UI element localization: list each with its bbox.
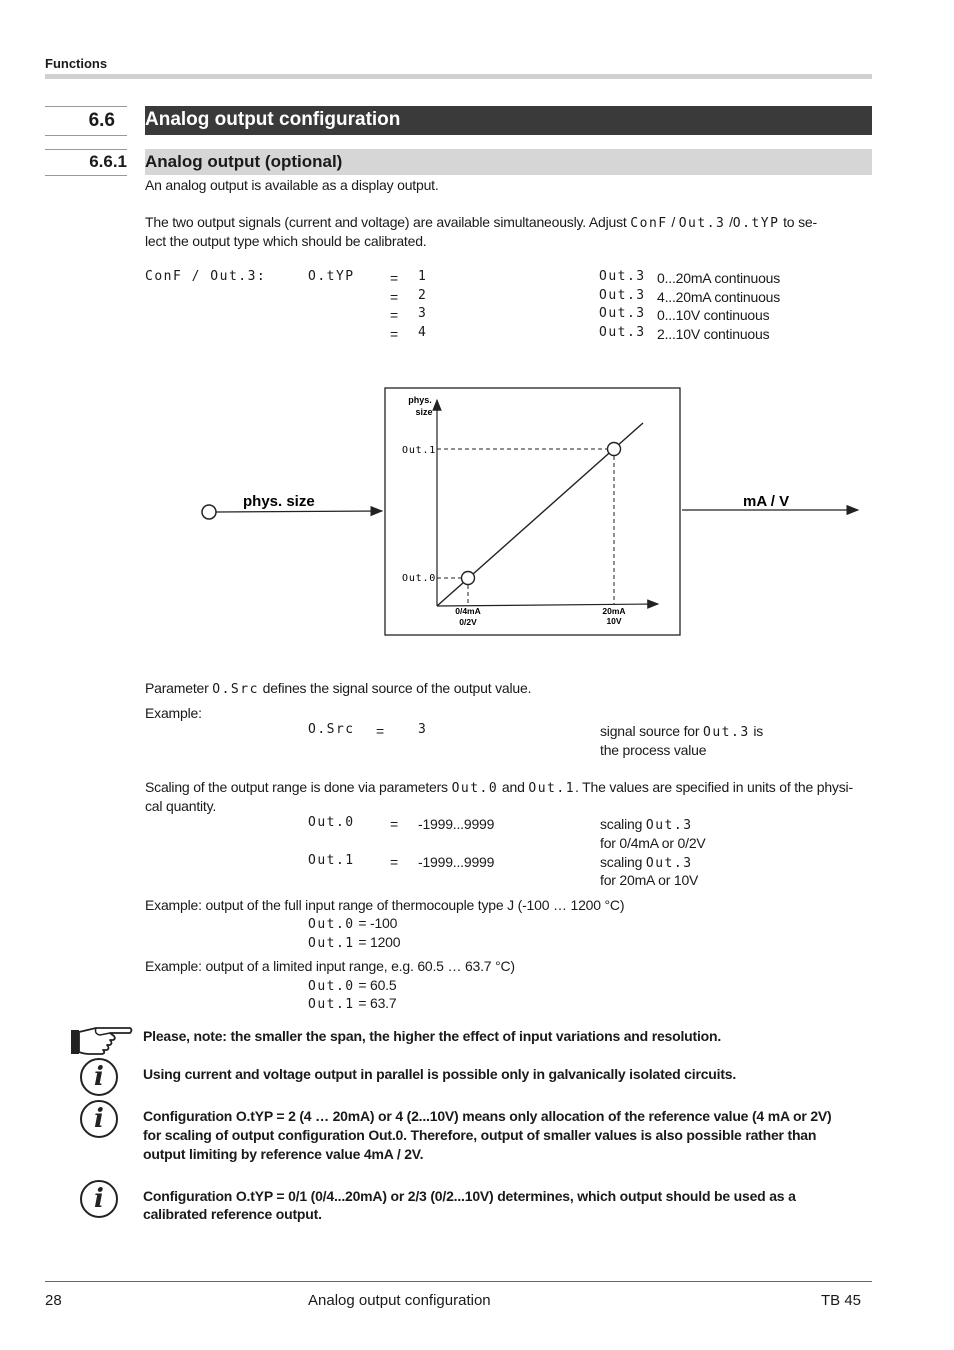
note-4-line-1: Configuration O.tYP = 0/1 (0/4...20mA) or 2/3 (0/2...10V) determines, which output should be used as a (143, 1188, 796, 1204)
point-out0 (462, 572, 475, 585)
scaling-desc (600, 815, 693, 835)
example2-text: Example: output of a limited input range, e.g. 60.5 … 63.7 °C) (145, 958, 515, 974)
info-icon (80, 1100, 118, 1138)
running-header: Functions (45, 56, 108, 71)
param-out1: Out.1 (308, 936, 355, 951)
osrc-desc-text: is (753, 723, 764, 739)
info-icon (80, 1058, 118, 1096)
osrc-desc-2: the process value (600, 742, 707, 758)
osrc-desc-text: signal source for (600, 723, 700, 739)
scaling-range: -1999...9999 (418, 816, 495, 832)
example1-row-0 (308, 914, 397, 934)
input-label: phys. size (243, 493, 315, 510)
y-axis-label-1: phys. (408, 395, 432, 405)
note-1: Please, note: the smaller the span, the higher the effect of input variations and resolution. (143, 1028, 722, 1044)
footer-rule (45, 1281, 872, 1282)
example-value: = 1200 (358, 934, 401, 950)
otyp-desc: 0...20mA continuous (657, 270, 781, 286)
osrc-line (145, 679, 531, 699)
param-out3: Out.3 (645, 856, 693, 871)
param-out1: Out.1 (528, 781, 576, 796)
note-4-line-2: calibrated reference output. (143, 1206, 322, 1222)
section-number-box (45, 106, 127, 136)
example-value: = -100 (358, 915, 398, 931)
output-label: mA / V (743, 493, 790, 510)
scaling-text: and (501, 779, 525, 795)
scaling-range: -1999...9999 (418, 854, 495, 870)
pointing-hand-icon (70, 1022, 134, 1058)
param-out0: Out.0 (451, 781, 499, 796)
osrc-value: 3 (418, 722, 428, 737)
input-arrow (216, 511, 382, 512)
x-label-low-1: 0/4mA (455, 606, 481, 616)
eq: = (390, 854, 398, 870)
footer-doc: TB 45 (821, 1292, 862, 1309)
note-3-line-2: for scaling of output configuration Out.0. Therefore, output of smaller values is also possible rather than (143, 1127, 817, 1143)
example-value: = 63.7 (358, 995, 397, 1011)
note-3-line-3: output limiting by reference value 4mA / 2V. (143, 1146, 424, 1162)
otyp-desc: 2...10V continuous (657, 326, 770, 342)
scaling-desc (600, 853, 693, 873)
subsection-title: Analog output (optional) (145, 152, 343, 171)
otyp-out: Out.3 (599, 269, 646, 284)
osrc-desc-1 (600, 722, 763, 742)
param-otyp: O.tYP (732, 216, 780, 231)
scaling-desc-text: scaling (600, 816, 643, 832)
scaling-text: Scaling of the output range is done via parameters (145, 779, 448, 795)
param-conf: ConF (630, 216, 668, 231)
note-3-line-1: Configuration O.tYP = 2 (4 … 20mA) or 4 (2...10V) means only allocation of the reference value (4 mA or 2V) (143, 1108, 832, 1124)
eq: = (390, 326, 398, 342)
otyp-out: Out.3 (599, 288, 646, 303)
scaling-diagram (190, 380, 870, 645)
scaling-param: Out.1 (308, 853, 355, 868)
scaling-text: . The values are specified in units of the physi- (575, 779, 853, 795)
scaling-desc-2: for 20mA or 10V (600, 872, 699, 888)
param-osrc: O.Src (212, 682, 259, 697)
eq: = (376, 723, 384, 739)
input-terminal (202, 505, 216, 519)
transfer-box (385, 388, 680, 635)
param-out3: Out.3 (703, 725, 750, 740)
slash: / (729, 214, 733, 230)
intro-text: The two output signals (current and voltage) are available simultaneously. Adjust (145, 214, 627, 230)
info-glyph: i (94, 1104, 104, 1134)
otyp-out: Out.3 (599, 325, 646, 340)
eq: = (390, 307, 398, 323)
out0-label: Out.0 (402, 573, 437, 584)
intro-line-2 (145, 213, 817, 233)
otyp-desc: 0...10V continuous (657, 307, 770, 323)
eq: = (390, 289, 398, 305)
out1-label: Out.1 (402, 445, 437, 456)
otyp-param: O.tYP (308, 269, 355, 284)
param-out3: Out.3 (678, 216, 726, 231)
otyp-value: 1 (418, 269, 428, 284)
x-label-high-2: 10V (606, 616, 622, 626)
otyp-value: 4 (418, 325, 428, 340)
otyp-value: 2 (418, 288, 428, 303)
scaling-desc-2: for 0/4mA or 0/2V (600, 835, 706, 851)
eq: = (390, 270, 398, 286)
example1-row-1 (308, 933, 400, 953)
intro-line-1: An analog output is available as a display output. (145, 177, 439, 193)
otyp-value: 3 (418, 306, 428, 321)
x-label-low-2: 0/2V (459, 617, 477, 627)
osrc-prefix: Parameter (145, 680, 209, 696)
section-number: 6.6 (88, 110, 115, 131)
note-2: Using current and voltage output in parallel is possible only in galvanically isolated circuits. (143, 1066, 737, 1082)
otyp-out: Out.3 (599, 306, 646, 321)
osrc-param: O.Src (308, 722, 355, 737)
scaling-line-2: cal quantity. (145, 798, 217, 814)
info-icon (80, 1180, 118, 1218)
subsection-number: 6.6.1 (89, 152, 127, 171)
intro-line-3: lect the output type which should be calibrated. (145, 233, 427, 249)
param-out3: Out.3 (645, 818, 693, 833)
subsection-title-bar (145, 149, 872, 175)
intro-text: to se- (783, 214, 817, 230)
section-title-bar (145, 106, 872, 135)
scaling-param: Out.0 (308, 815, 355, 830)
scaling-line-1 (145, 778, 853, 798)
slash: / (671, 214, 676, 230)
param-out1: Out.1 (308, 997, 355, 1012)
scaling-desc-text: scaling (600, 854, 643, 870)
example2-row-1 (308, 994, 396, 1014)
eq: = (390, 816, 398, 832)
example2-row-0 (308, 976, 396, 996)
param-out0: Out.0 (308, 917, 355, 932)
section-title: Analog output configuration (145, 109, 401, 130)
example1-text: Example: output of the full input range of thermocouple type J (-100 … 1200 °C) (145, 897, 625, 913)
otyp-path: ConF / Out.3: (145, 269, 267, 284)
example-value: = 60.5 (358, 977, 397, 993)
example-label: Example: (145, 705, 202, 721)
info-glyph: i (94, 1062, 104, 1092)
otyp-desc: 4...20mA continuous (657, 289, 781, 305)
x-label-high-1: 20mA (602, 606, 626, 616)
page-number: 28 (45, 1292, 62, 1309)
info-glyph: i (94, 1184, 104, 1214)
point-out1 (608, 443, 621, 456)
y-axis-label-2: size (415, 407, 433, 417)
footer-title: Analog output configuration (308, 1292, 491, 1309)
param-out0: Out.0 (308, 979, 355, 994)
header-rule (45, 74, 872, 79)
subsection-number-box (45, 149, 127, 176)
osrc-suffix: defines the signal source of the output value. (262, 680, 532, 696)
